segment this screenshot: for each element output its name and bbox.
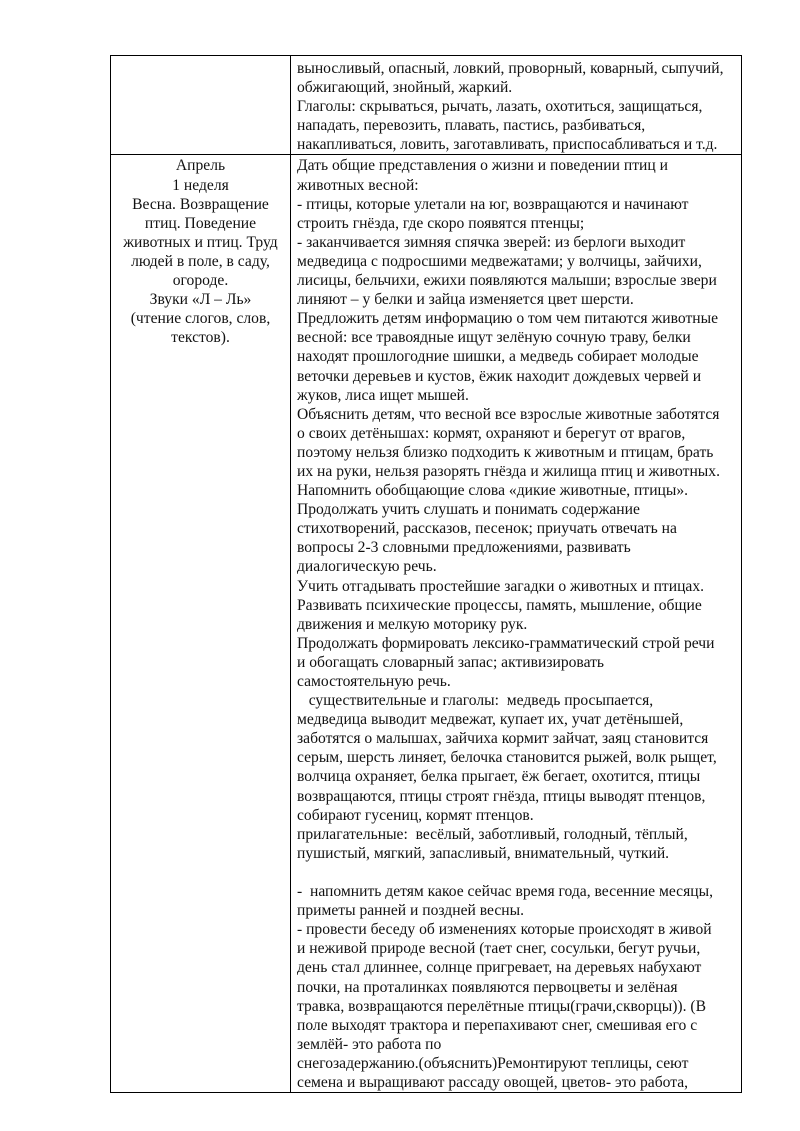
text-line: накапливаться, ловить, заготавливать, приспосабливаться и т.д. <box>297 136 718 154</box>
topic-line: птиц. Поведение <box>144 214 257 232</box>
table-row <box>111 56 742 155</box>
text-line: животных весной: <box>297 176 419 194</box>
text-line: и неживой природе весной (тает снег, сосульки, бегут ручьи, <box>297 940 701 958</box>
text-line: поэтому нельзя близко подходить к животным и птицам, брать <box>297 443 714 461</box>
text-line: Развивать психические процессы, память, мышление, общие <box>297 596 702 614</box>
text-line: Объяснить детям, что весной все взрослые животные заботятся <box>297 405 720 423</box>
text-line: медведица выводит медвежат, купает их, учат детёнышей, <box>297 711 684 729</box>
text-line: Учить отгадывать простейшие загадки о животных и птицах. <box>297 577 705 595</box>
text-line: Продолжать учить слушать и понимать содержание <box>297 501 640 519</box>
text-line: почки, на проталинках появляются первоцветы и зелёная <box>297 978 678 996</box>
text-line: выносливый, опасный, ловкий, проворный, коварный, сыпучий, <box>297 60 724 77</box>
text-line: обжигающий, знойный, жаркий. <box>297 79 513 97</box>
text-line: травка, возвращаются перелётные птицы(грачи,скворцы)). (В <box>297 997 706 1015</box>
topic-line: огороде. <box>172 272 229 290</box>
topic-line: Апрель <box>175 157 226 175</box>
text-line: снегозадержанию.(объяснить)Ремонтируют теплицы, сеют <box>297 1054 689 1072</box>
text-line: вопросы 2-3 словными предложениями, развивать <box>297 539 631 557</box>
topic-line: (чтение слогов, слов, <box>130 310 271 328</box>
text-line: волчица охраняет, белка прыгает, ёж бегает, охотится, птицы <box>297 768 701 786</box>
text-line: строить гнёзда, где скоро появятся птенцы; <box>297 214 585 232</box>
text-line: Напомнить обобщающие слова «дикие животные, птицы». <box>297 482 689 500</box>
text-line: веточки деревьев и кустов, ёжик находит дождевых червей и <box>297 367 702 385</box>
text-line: Дать общие представления о жизни и поведении птиц и <box>297 157 668 175</box>
text-line: о своих детёнышах: кормят, охраняют и берегут от врагов, <box>297 424 686 442</box>
text-line: - птицы, которые улетали на юг, возвращаются и начинают <box>297 195 689 213</box>
text-line: лисицы, бельчихи, ежихи появляются малыши; взрослые звери <box>297 272 717 290</box>
text-line: нападать, перевозить, плавать, пастись, разбиваться, <box>297 117 646 135</box>
text-line: серым, шерсть линяет, белочка становится рыжей, волк рыщет, <box>297 749 717 767</box>
topic-line: Весна. Возвращение <box>132 195 269 213</box>
empty-left-cell <box>111 56 291 155</box>
text-line: - заканчивается зимняя спячка зверей: из берлоги выходит <box>297 233 686 251</box>
text-line: собирают гусениц, кормят птенцов. <box>297 806 534 824</box>
text-line: и обогащать словарный запас; активизировать <box>297 653 605 671</box>
text-line: - провести беседу об изменениях которые происходят в живой <box>297 921 712 939</box>
text-line: существительные и глаголы: медведь просыпается, <box>297 692 654 710</box>
text-line: находят прошлогодние шишки, а медведь собирает молодые <box>297 348 699 366</box>
text-line: землёй- это работа по <box>297 1035 442 1053</box>
text-line: жуков, лиса ищет мышей. <box>297 386 469 404</box>
text-line: день стал длиннее, солнце пригревает, на деревьях набухают <box>297 959 702 977</box>
text-line: Продолжать формировать лексико-грамматический строй речи <box>297 634 715 652</box>
text-line: Глаголы: скрываться, рычать, лазать, охотиться, защищаться, <box>297 98 703 116</box>
text-line: - напомнить детям какое сейчас время года, весенние месяцы, <box>297 883 713 901</box>
lesson-plan-table <box>110 55 742 1093</box>
text-line <box>297 863 737 882</box>
text-line: Предложить детям информацию о том чем питаются животные <box>297 310 719 328</box>
topic-line: людей в поле, в саду, <box>131 252 270 270</box>
text-line: семена и выращивают рассаду овощей, цветов- это работа, <box>297 1073 689 1091</box>
topic-line: 1 неделя <box>172 176 229 194</box>
text-line: весной: все травоядные ищут зелёную сочную траву, белки <box>297 329 691 347</box>
text-line: приметы ранней и поздней весны. <box>297 902 524 920</box>
text-line: возвращаются, птицы строят гнёзда, птицы выводят птенцов, <box>297 787 706 805</box>
text-line: пушистый, мягкий, запасливый, внимательный, чуткий. <box>297 844 670 862</box>
topic-line: животных и птиц. Труд <box>123 233 278 251</box>
text-line: диалогическую речь. <box>297 558 437 576</box>
text-line: поле выходят трактора и перепахивают снег, смешивая его с <box>297 1016 698 1034</box>
topic-line: Звуки «Л – Ль» <box>149 291 252 309</box>
topic-cell <box>111 155 291 1093</box>
topic-line: текстов). <box>171 329 230 347</box>
table-row <box>111 155 742 1093</box>
text-line: заботятся о малышах, зайчиха кормит зайчат, заяц становится <box>297 730 709 748</box>
text-line: прилагательные: весёлый, заботливый, голодный, тёплый, <box>297 825 688 843</box>
text-line: линяют – у белки и зайца изменяется цвет шерсти. <box>297 291 634 309</box>
text-line: медведица с подросшими медвежатами; у волчицы, зайчихи, <box>297 252 702 270</box>
text-line: стихотворений, рассказов, песенок; приучать отвечать на <box>297 520 677 538</box>
vocabulary-cell <box>291 56 742 155</box>
content-cell <box>291 155 742 1093</box>
text-line: движения и мелкую моторику рук. <box>297 615 528 633</box>
text-line: самостоятельную речь. <box>297 673 451 690</box>
text-line: их на руки, нельзя разорять гнёзда и жилища птиц и животных. <box>297 462 720 480</box>
